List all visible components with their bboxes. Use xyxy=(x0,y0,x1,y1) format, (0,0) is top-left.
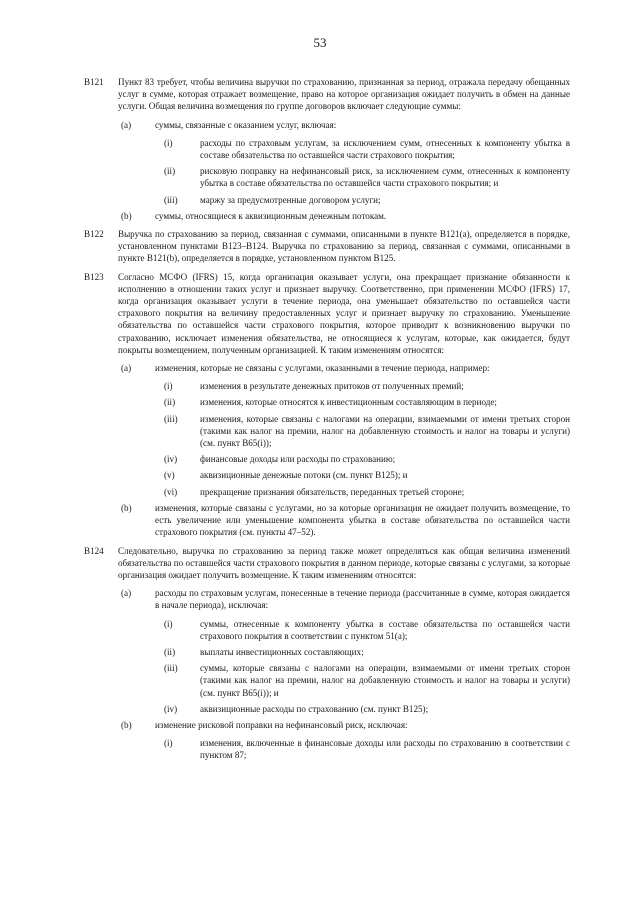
list-item xyxy=(118,502,570,539)
subitem-text: изменения в результате денежных притоков от полученных премий; xyxy=(200,381,464,392)
subitem-label: (i) xyxy=(164,738,173,749)
item-label: (a) xyxy=(121,119,132,130)
sub-list-item xyxy=(118,453,570,465)
paragraph-number: B121 xyxy=(84,77,104,87)
subitem-text: изменения, включенные в финансовые доходы или расходы по страхованию в соответствии с пунктом 87; xyxy=(200,738,570,761)
paragraph-number: B122 xyxy=(84,229,104,240)
page-number: 53 xyxy=(313,35,327,50)
sub-list-item xyxy=(118,194,570,206)
subitem-text: суммы, которые связаны с налогами на операции, взимаемыми от имени третьих сторон (такими как налог на премии, налог на добавленную стоимость и налог на товары и услуги) (см. пункт B65(i)); и xyxy=(200,663,570,698)
subitem-label: (v) xyxy=(164,470,175,481)
item-label: (a) xyxy=(121,363,132,374)
item-text: суммы, относящиеся к аквизиционным денежным потокам. xyxy=(155,210,387,221)
item-label: (a) xyxy=(121,588,132,599)
paragraph-number: B123 xyxy=(84,271,104,282)
subitem-label: (i) xyxy=(164,381,173,392)
subitem-label: (ii) xyxy=(164,397,176,408)
sub-list-item xyxy=(118,396,570,408)
item-label: (b) xyxy=(121,719,132,730)
sub-list-item xyxy=(118,137,570,161)
subitem-text: изменения, которые связаны с налогами на операции, взимаемыми от имени третьих сторон (такими как налог на премии, налог на добавленную стоимость и налог на товары и услуги) (см. пункт B65(i)); xyxy=(200,413,570,449)
subitem-label: (i) xyxy=(164,137,173,148)
sub-list-item xyxy=(118,737,570,761)
item-text: изменения, которые связаны с услугами, но за которые организация не ожидает получить возмещение, то есть увеличение или уменьшение компонента убытка в составе обязательства по оставшейся части страхового покрытия (см. пункты 47–52). xyxy=(155,502,570,538)
list-item xyxy=(118,587,570,611)
subitem-label: (vi) xyxy=(164,486,178,497)
subitem-label: (iv) xyxy=(164,454,178,465)
subitem-label: (iii) xyxy=(164,663,178,674)
sub-list-item xyxy=(118,618,570,642)
item-text: суммы, связанные с оказанием услуг, включая: xyxy=(155,119,337,130)
subitem-text: аквизиционные расходы по страхованию (см. пункт B125); xyxy=(200,703,429,714)
sub-list-item xyxy=(118,165,570,189)
sub-list-item xyxy=(118,646,570,658)
sub-list-item xyxy=(118,380,570,392)
subitem-text: маржу за предусмотренные договором услуги; xyxy=(200,194,381,205)
subitem-text: прекращение признания обязательств, переданных третьей стороне; xyxy=(200,486,465,497)
subitem-text: рисковую поправку на нефинансовый риск, за исключением сумм, отнесенных к компоненту убытка в составе обязательства по оставшейся части страхового покрытия; и xyxy=(200,166,570,189)
sub-list-item xyxy=(118,486,570,498)
subitem-label: (iv) xyxy=(164,703,178,714)
paragraph-number: B124 xyxy=(84,545,104,556)
paragraph-text: Следовательно, выручка по страхованию за период также может определяться как общая величина изменений обязательства по оставшейся части страхового покрытия в данном периоде, которые связаны с услугами, за которые организация ожидает получить возмещение. К таким изменениям относятся: xyxy=(118,545,570,580)
list-item xyxy=(118,719,570,731)
sub-list-item xyxy=(118,469,570,481)
subitem-label: (i) xyxy=(164,618,173,629)
sub-list-item xyxy=(118,662,570,699)
subitem-label: (iii) xyxy=(164,413,178,424)
paragraph-b123 xyxy=(84,271,570,539)
sub-list-item xyxy=(118,703,570,715)
list-item xyxy=(118,119,570,131)
item-text: изменение рисковой поправки на нефинансовый риск, исключая: xyxy=(155,719,408,730)
subitem-text: финансовые доходы или расходы по страхованию; xyxy=(200,454,396,465)
subitem-label: (ii) xyxy=(164,646,176,657)
paragraph-b121 xyxy=(84,76,570,222)
item-label: (b) xyxy=(121,210,132,221)
paragraph-text: Выручка по страхованию за период, связанная с суммами, описанными в пункте B121(a), определяется в порядке, установленном пунктами B123–B124. Выручка по страхованию за период, связанная с суммами, описанными в пункте B121(b), определяется в порядке, установленном пунктом B125. xyxy=(118,229,570,264)
paragraph-text: Согласно МСФО (IFRS) 15, когда организация оказывает услуги, она прекращает признание обязанности к исполнению в отношении таких услуг и признает выручку. Соответственно, при применении МСФО (IFRS) 17, когда организация оказывает услуги в течение периода, она уменьшает обязательство по оставшейся части страхового покрытия на величину предоставленных услуг и признает выручку по страхованию. Уменьшение обязательства по оставшейся части страхового покрытия, которое приводит к возникновению выручки по страхованию, исключает изменения обязательства, не относящиеся к услугам, которые, как ожидается, будут покрыты возмещением, полученным организацией. К таким изменениям относятся: xyxy=(118,271,570,355)
item-label: (b) xyxy=(121,502,132,513)
item-text: изменения, которые не связаны с услугами, оказанными в течение периода, например: xyxy=(155,363,490,374)
subitem-text: аквизиционные денежные потоки (см. пункт B125); и xyxy=(200,470,408,481)
list-item xyxy=(118,210,570,222)
subitem-label: (ii) xyxy=(164,166,176,177)
paragraph-text: Пункт 83 требует, чтобы величина выручки по страхованию, признанная за период, отражала передачу обещанных услуг в сумме, которая отражает возмещение, право на которое организация ожидает получить в обмен на данные услуги. Общая величина возмещения по группе договоров включает следующие суммы: xyxy=(118,77,570,112)
subitem-text: расходы по страховым услугам, за исключением сумм, отнесенных к компоненту убытка в составе обязательства по оставшейся части страхового покрытия; xyxy=(200,137,570,161)
subitem-label: (iii) xyxy=(164,194,178,205)
subitem-text: суммы, отнесенные к компоненту убытка в составе обязательства по оставшейся части страхового покрытия в соответствии с пунктом 51(a); xyxy=(200,618,570,641)
item-text: расходы по страховым услугам, понесенные в течение периода (рассчитанные в сумме, которая ожидается в начале периода), исключая: xyxy=(155,588,570,611)
paragraph-b122 xyxy=(84,228,570,265)
subitem-text: изменения, которые относятся к инвестиционным составляющим в периоде; xyxy=(200,397,497,408)
document-body xyxy=(84,76,570,768)
sub-list-item xyxy=(118,413,570,450)
subitem-text: выплаты инвестиционных составляющих; xyxy=(200,646,364,657)
list-item xyxy=(118,362,570,374)
paragraph-b124 xyxy=(84,545,570,762)
